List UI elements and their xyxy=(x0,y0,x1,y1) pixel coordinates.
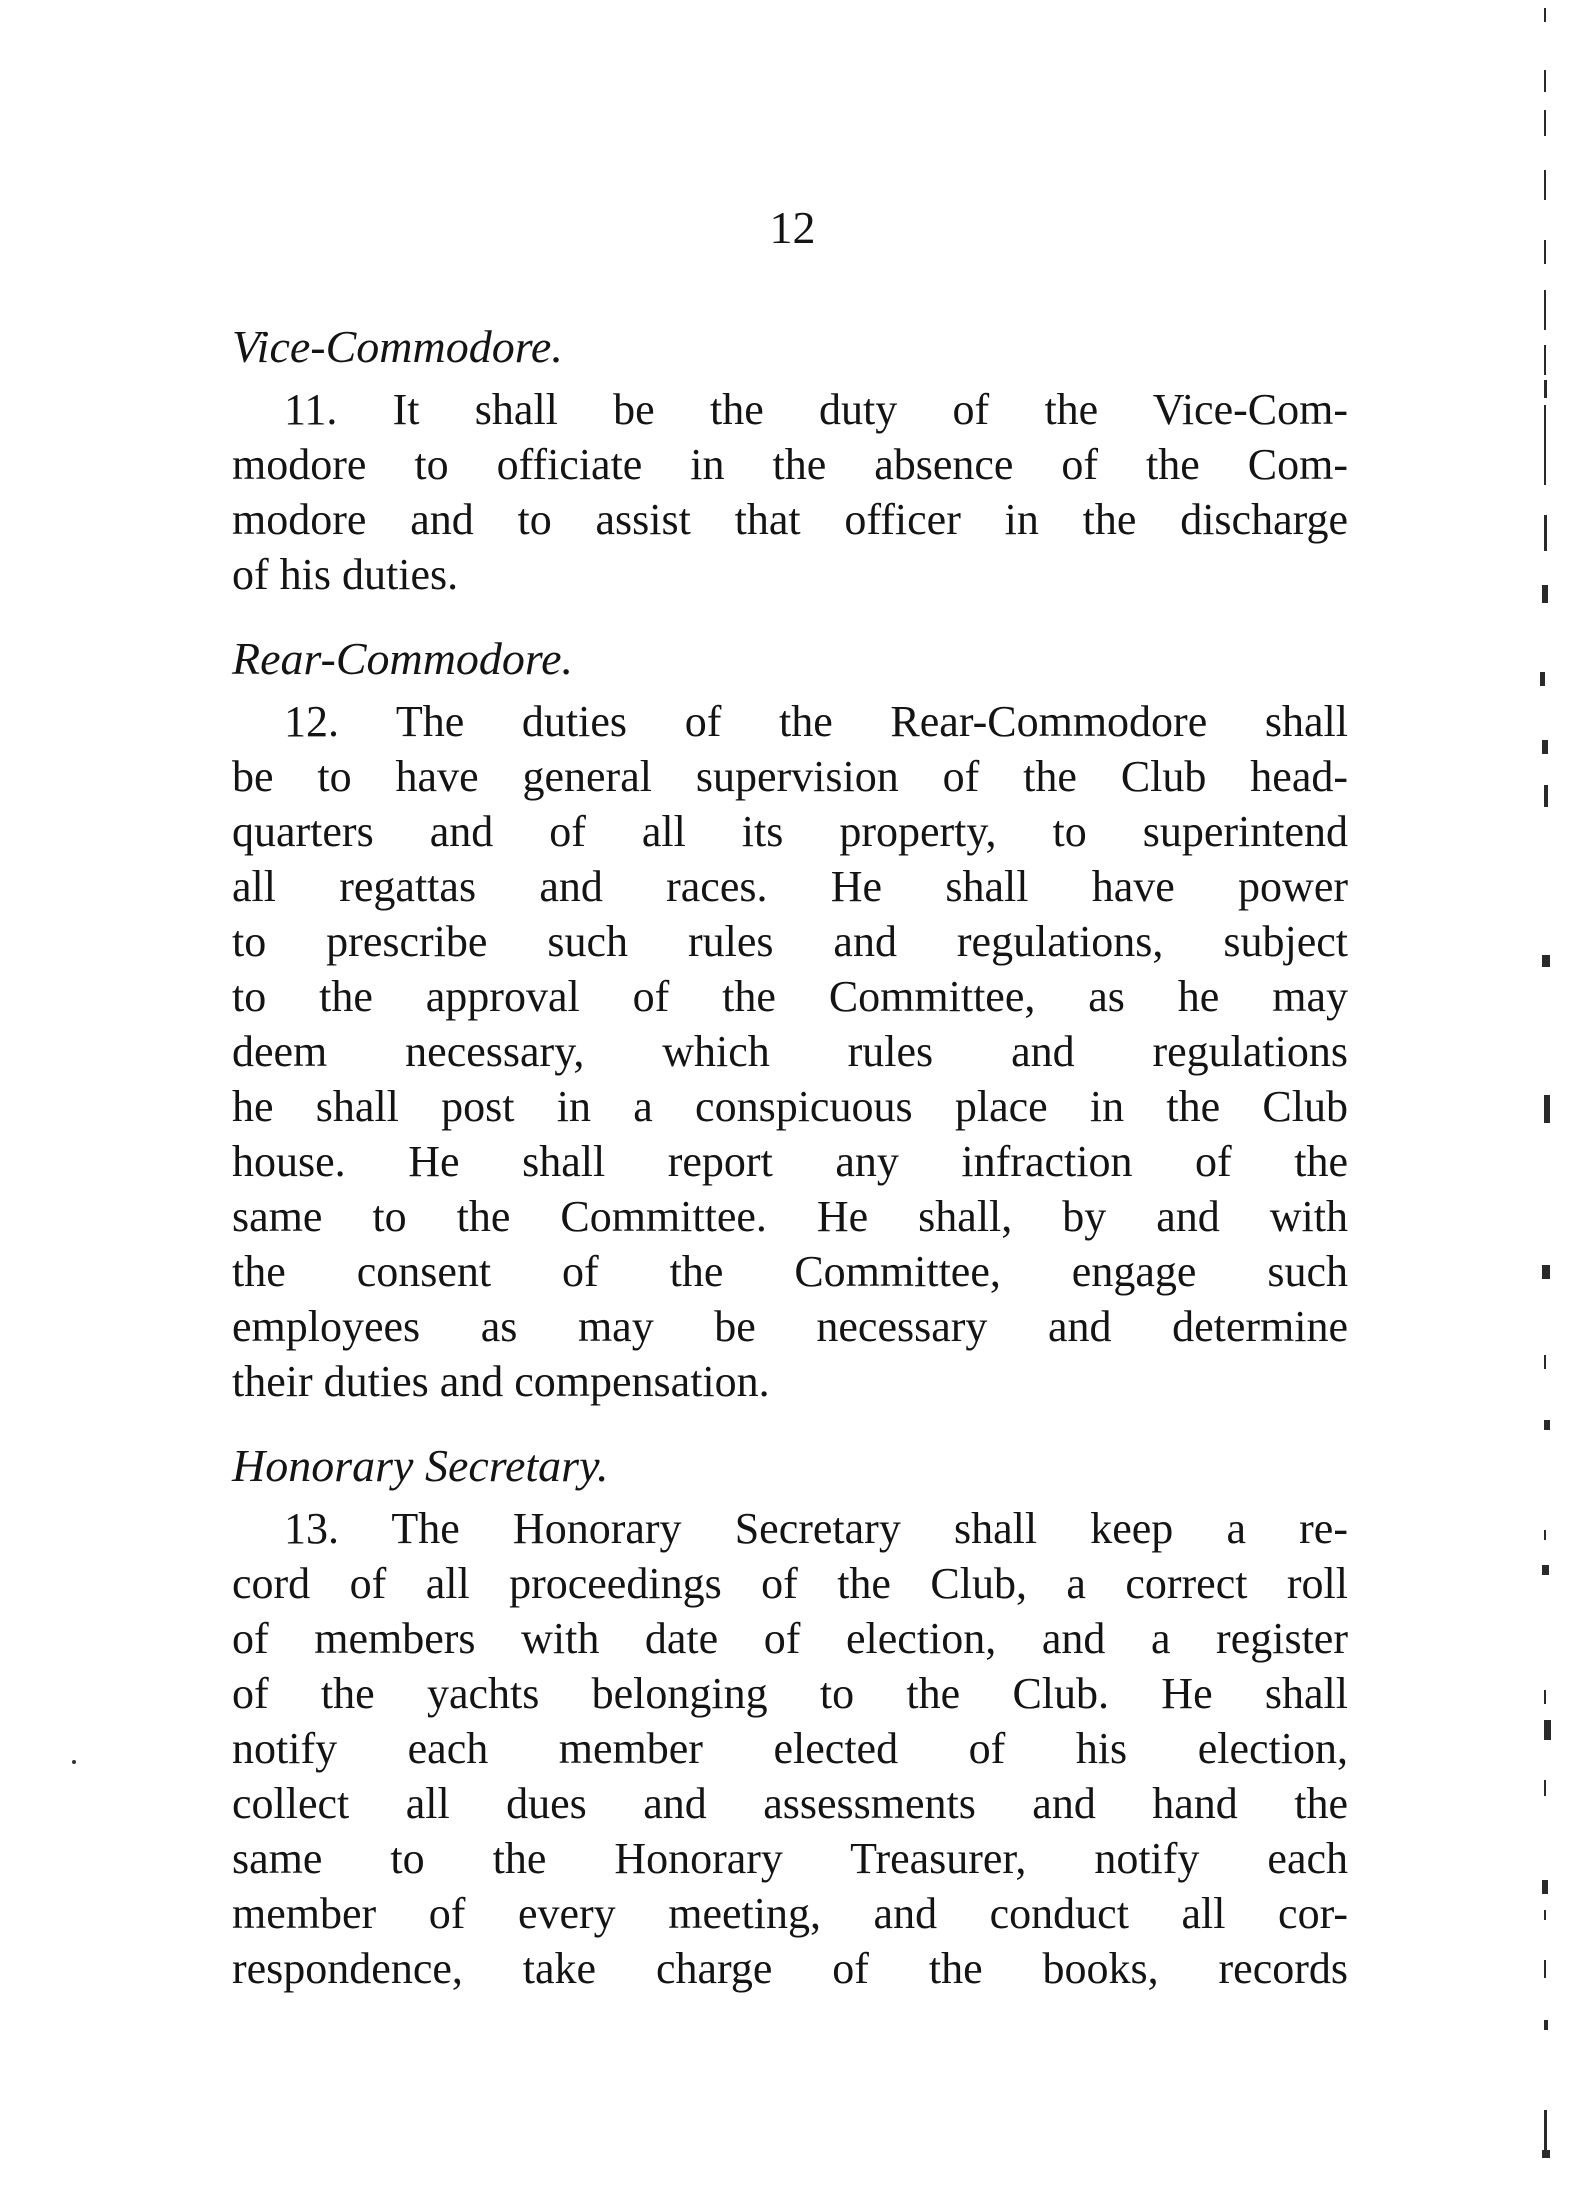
text-line: he shall post in a conspicuous place in the Club xyxy=(232,1082,1348,1131)
text-line: of members with date of election, and a register xyxy=(232,1614,1348,1663)
section-heading-vice-commodore: Vice-Commodore. xyxy=(232,321,563,372)
paragraph-13 xyxy=(232,1501,1348,1996)
text-line: notify each member elected of his election, xyxy=(232,1724,1348,1773)
text-line: 13. The Honorary Secretary shall keep a re- xyxy=(284,1504,1348,1553)
text-line: collect all dues and assessments and hand the xyxy=(232,1779,1348,1828)
body-text xyxy=(232,320,1348,1996)
text-line: member of every meeting, and conduct all cor- xyxy=(232,1889,1348,1938)
text-line: quarters and of all its property, to superintend xyxy=(232,807,1348,856)
text-line: same to the Committee. He shall, by and with xyxy=(232,1192,1348,1241)
text-line: to the approval of the Committee, as he may xyxy=(232,972,1348,1021)
text-line: 12. The duties of the Rear-Commodore shall xyxy=(284,697,1348,746)
text-line: employees as may be necessary and determine xyxy=(232,1302,1348,1351)
section-heading-honorary-secretary: Honorary Secretary. xyxy=(232,1440,609,1491)
text-line: the consent of the Committee, engage such xyxy=(232,1247,1348,1296)
text-line: all regattas and races. He shall have power xyxy=(232,862,1348,911)
text-line: to prescribe such rules and regulations, subject xyxy=(232,917,1348,966)
text-line: of the yachts belonging to the Club. He shall xyxy=(232,1669,1348,1718)
text-line: 11. It shall be the duty of the Vice-Com- xyxy=(284,385,1348,434)
section-heading-rear-commodore: Rear-Commodore. xyxy=(232,633,574,684)
text-line: respondence, take charge of the books, records xyxy=(232,1944,1348,1993)
text-line: house. He shall report any infraction of the xyxy=(232,1137,1348,1186)
scan-edge-marks xyxy=(1522,0,1562,2202)
text-line: modore and to assist that officer in the discharge xyxy=(232,495,1348,544)
page-number: 12 xyxy=(769,202,816,253)
paragraph-11 xyxy=(232,382,1348,602)
stray-dot xyxy=(72,1760,76,1764)
text-line: their duties and compensation. xyxy=(232,1357,770,1406)
text-line: modore to officiate in the absence of the Com- xyxy=(232,440,1348,489)
text-line: same to the Honorary Treasurer, notify each xyxy=(232,1834,1348,1883)
paragraph-12 xyxy=(232,694,1348,1409)
text-line: of his duties. xyxy=(232,550,459,599)
text-line: deem necessary, which rules and regulations xyxy=(232,1027,1348,1076)
text-line: cord of all proceedings of the Club, a correct roll xyxy=(232,1559,1348,1608)
text-line: be to have general supervision of the Club head- xyxy=(232,752,1348,801)
